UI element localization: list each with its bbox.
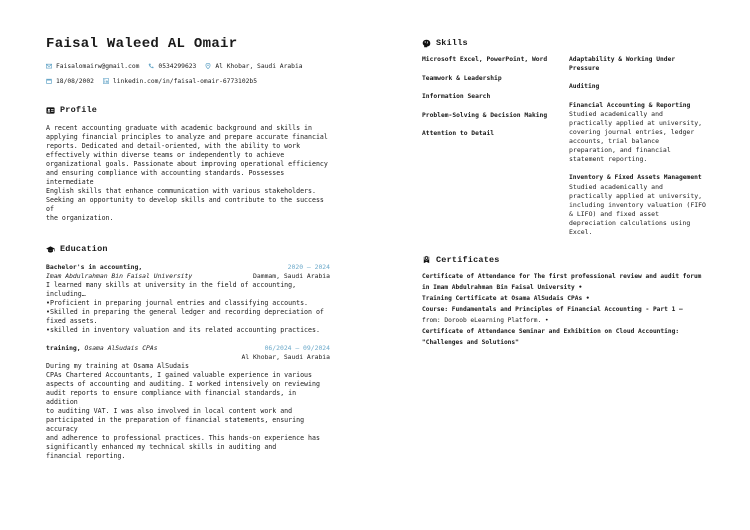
skill-desc-line: practically applied at university, — [569, 119, 703, 127]
education-entry — [46, 263, 330, 335]
certificate-line: from: Doroob eLearning Platform. • — [422, 316, 549, 324]
skill-desc-line: Studied academically and — [569, 182, 663, 191]
education-line: •Proficient in preparing journal entries and classifying accounts. — [46, 299, 309, 307]
education-line: •Skilled in preparing the general ledger and recording depreciation of — [46, 308, 324, 316]
contact-birthdate — [46, 78, 94, 85]
degree-title: Bachelor's in accounting, — [46, 263, 143, 271]
training-line: financial reporting. — [46, 452, 126, 460]
contact-linkedin[interactable] — [103, 78, 257, 85]
profile-card-icon — [46, 106, 55, 115]
education-section-title — [46, 244, 330, 254]
degree-dates: 2020 – 2024 — [287, 263, 330, 271]
education-line: I learned many skills at university in the field of accounting, including… — [46, 281, 297, 298]
training-line: audit reports to ensure compliance with financial standards, in addition — [46, 389, 297, 406]
skill-label: Adaptability & Working Under — [569, 56, 676, 63]
profile-line: A recent accounting graduate with academic background and skills in — [46, 124, 312, 132]
skill-desc-line: Excel. — [569, 227, 593, 236]
training-place: Al Khobar, Saudi Arabia — [241, 353, 330, 361]
linkedin-text: linkedin.com/in/faisal-omair-6773102b5 — [112, 77, 257, 85]
location-text: Al Khobar, Saudi Arabia — [215, 62, 303, 70]
institution-name: Imam Abdulrahman Bin Faisal University — [46, 272, 193, 280]
phone-icon — [148, 63, 154, 69]
skill-label: Auditing — [569, 83, 600, 90]
email-text: Faisalomairw@gmail.com — [56, 62, 140, 70]
education-description — [46, 281, 330, 335]
profile-line: and ensuring compliance with accounting standards. Possesses intermediate — [46, 169, 285, 186]
certificate-line: Certificate of Attendance for The first professional review and audit forum — [422, 272, 702, 280]
training-line: During my training at Osama AlSudais — [46, 362, 189, 370]
contact-row-2 — [46, 75, 330, 87]
skill-block — [569, 174, 712, 237]
envelope-icon — [46, 63, 52, 69]
skill-desc-line: accounts, trial balance — [569, 137, 660, 145]
contact-phone[interactable] — [148, 63, 196, 70]
skill-item: Problem-Solving & Decision Making — [422, 111, 548, 119]
institution-place: Dammam, Saudi Arabia — [253, 272, 330, 280]
contact-email[interactable] — [46, 63, 139, 70]
skills-column-1 — [422, 56, 569, 237]
skill-desc-line: & LIFO) and fixed asset — [569, 209, 660, 218]
birthdate-text: 18/08/2002 — [56, 77, 94, 85]
skill-desc-line: including inventory valuation (FIFO — [569, 200, 706, 209]
profile-title-text: Profile — [60, 105, 98, 115]
right-column — [422, 36, 712, 348]
training-line: significantly enhanced my technical skills in auditing and — [46, 443, 277, 451]
training-org: Osama AlSudais CPAs — [84, 344, 158, 352]
profile-line: reports. Dedicated and detail-oriented, with the ability to work — [46, 142, 301, 150]
training-line: and adherence to professional practices. This hands-on experience has — [46, 434, 320, 442]
profile-line: organizational goals. Passionate about improving operational efficiency — [46, 160, 328, 168]
skill-item: Microsoft Excel, PowerPoint, Word — [422, 56, 548, 63]
skill-desc-line: covering journal entries, ledger — [569, 128, 695, 136]
certificate-line: in Imam Abdulrahman Bin Faisal University • — [422, 283, 583, 291]
skill-item: Attention to Detail — [422, 130, 495, 137]
skills-grid — [422, 56, 712, 237]
certificate-icon — [422, 255, 431, 264]
location-pin-icon — [205, 63, 211, 69]
skill-label: Pressure — [569, 64, 600, 72]
skill-desc-line: practically applied at university, — [569, 191, 703, 200]
training-entry — [46, 344, 330, 461]
certificates-section-title — [422, 255, 712, 265]
certificate-line: Certificate of Attendance Seminar and Exhibition on Cloud Accounting: — [422, 327, 680, 335]
training-line: CPAs Chartered Accountants, I gained valuable experience in various — [46, 371, 312, 379]
skill-item: Information Search — [422, 93, 491, 100]
profile-line: English skills that enhance communication with various stakeholders. — [46, 187, 316, 195]
profile-line: the organization. — [46, 214, 114, 222]
education-title-text: Education — [60, 244, 108, 254]
certificate-line: Course: Fundamentals and Principles of Financial Accounting - Part 1 – — [422, 305, 683, 313]
skills-column-2 — [569, 56, 712, 237]
skill-label: Inventory & Fixed Assets Management — [569, 174, 702, 181]
profile-line: applying financial principles to analyze and prepare accurate financial — [46, 133, 328, 141]
training-line: participated in the preparation of financial statements, ensuring accuracy — [46, 416, 305, 433]
skill-desc-line: depreciation calculations using — [569, 218, 691, 227]
skill-desc-line: preparation, and financial — [569, 146, 671, 154]
skill-block — [569, 102, 712, 165]
skills-title-text: Skills — [436, 38, 468, 48]
profile-line: Seeking an opportunity to develop skills and contribute to the success of — [46, 196, 324, 213]
skill-desc-line: statement reporting. — [569, 155, 648, 163]
contact-location — [205, 63, 302, 70]
graduation-cap-icon — [46, 245, 55, 254]
training-description — [46, 362, 330, 461]
profile-section-title — [46, 105, 330, 115]
left-column — [46, 36, 330, 461]
phone-text: 0534299623 — [158, 62, 197, 70]
profile-summary — [46, 124, 330, 223]
training-line: to auditing VAT. I was also involved in local content work and — [46, 407, 293, 415]
profile-line: effectively within diverse teams or independently to achieve — [46, 151, 285, 159]
training-title: training, — [46, 344, 81, 352]
certificate-line: "Challenges and Solutions" — [422, 338, 519, 346]
training-line: aspects of accounting and auditing. I worked intensively on reviewing — [46, 380, 320, 388]
candidate-name: Faisal Waleed AL Omair — [46, 36, 238, 52]
skill-block — [569, 83, 712, 92]
contact-row-1 — [46, 60, 330, 72]
calendar-icon — [46, 78, 52, 84]
skill-desc-line: Studied academically and — [569, 110, 663, 118]
skill-label: Financial Accounting & Reporting — [569, 101, 691, 109]
brain-icon — [422, 39, 431, 48]
skill-item: Teamwork & Leadership — [422, 74, 502, 82]
education-line: fixed assets. — [46, 317, 98, 325]
certificates-list — [422, 271, 712, 348]
skill-block — [569, 56, 712, 73]
skills-section-title — [422, 38, 712, 48]
education-line: •skilled in inventory valuation and its related accounting practices. — [46, 326, 320, 334]
certificates-title-text: Certificates — [436, 254, 500, 265]
linkedin-icon — [103, 78, 109, 84]
certificate-line: Training Certificate at Osama AlSudais CPAs • — [422, 294, 590, 302]
training-dates: 06/2024 – 09/2024 — [264, 344, 330, 352]
